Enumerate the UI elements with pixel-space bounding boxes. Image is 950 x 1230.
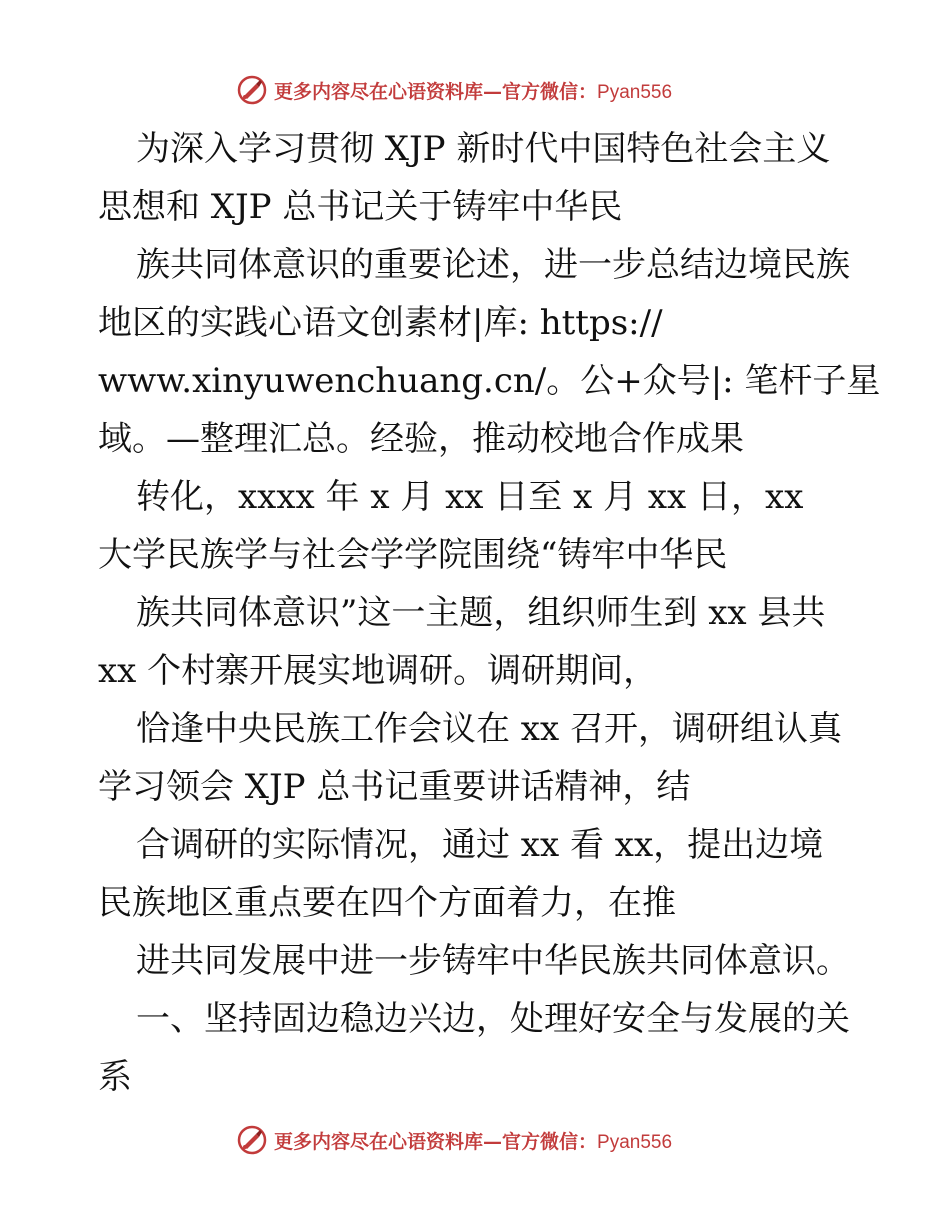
section-heading: 一、坚持固边稳边兴边，处理好安全与发展的关: [136, 999, 850, 1039]
text-line: 恰逢中央民族工作会议在 xx 召开，调研组认真: [136, 709, 842, 749]
header-banner-text: 更多内容尽在心语资料库—官方微信：: [274, 80, 598, 103]
text-line: 族共同体意识”这一主题，组织师生到 xx 县共: [136, 593, 826, 633]
text-line: 地区的实践心语文创素材|库: https://: [98, 303, 663, 343]
pen-logo-icon: [236, 1124, 268, 1156]
header-watermark-banner: [236, 72, 716, 108]
header-banner-wechat-id: Pyan556: [597, 81, 673, 103]
text-line: 系: [98, 1057, 132, 1097]
footer-watermark-banner: [236, 1122, 716, 1158]
text-line: 合调研的实际情况，通过 xx 看 xx，提出边境: [136, 825, 824, 865]
footer-banner-wechat-id: Pyan556: [597, 1131, 673, 1153]
text-line: 转化，xxxx 年 x 月 xx 日至 x 月 xx 日，xx: [136, 477, 804, 517]
document-body: [98, 120, 881, 1106]
text-line: 族共同体意识的重要论述，进一步总结边境民族: [136, 245, 850, 285]
pen-logo-icon: [236, 74, 268, 106]
text-line: 民族地区重点要在四个方面着力，在推: [98, 883, 676, 923]
text-line: 进共同发展中进一步铸牢中华民族共同体意识。: [136, 941, 850, 981]
text-line: 大学民族学与社会学学院围绕“铸牢中华民: [98, 535, 728, 575]
text-line: xx 个村寨开展实地调研。调研期间，: [98, 651, 658, 691]
text-line: 思想和 XJP 总书记关于铸牢中华民: [98, 187, 623, 227]
text-line: 域。—整理汇总。经验，推动校地合作成果: [98, 419, 744, 459]
text-line: 学习领会 XJP 总书记重要讲话精神，结: [98, 767, 691, 807]
text-line: 为深入学习贯彻 XJP 新时代中国特色社会主义: [136, 129, 831, 169]
footer-banner-text: 更多内容尽在心语资料库—官方微信：: [274, 1130, 598, 1153]
text-line: www.xinyuwenchuang.cn/。公+众号|: 笔杆子星: [98, 361, 881, 401]
